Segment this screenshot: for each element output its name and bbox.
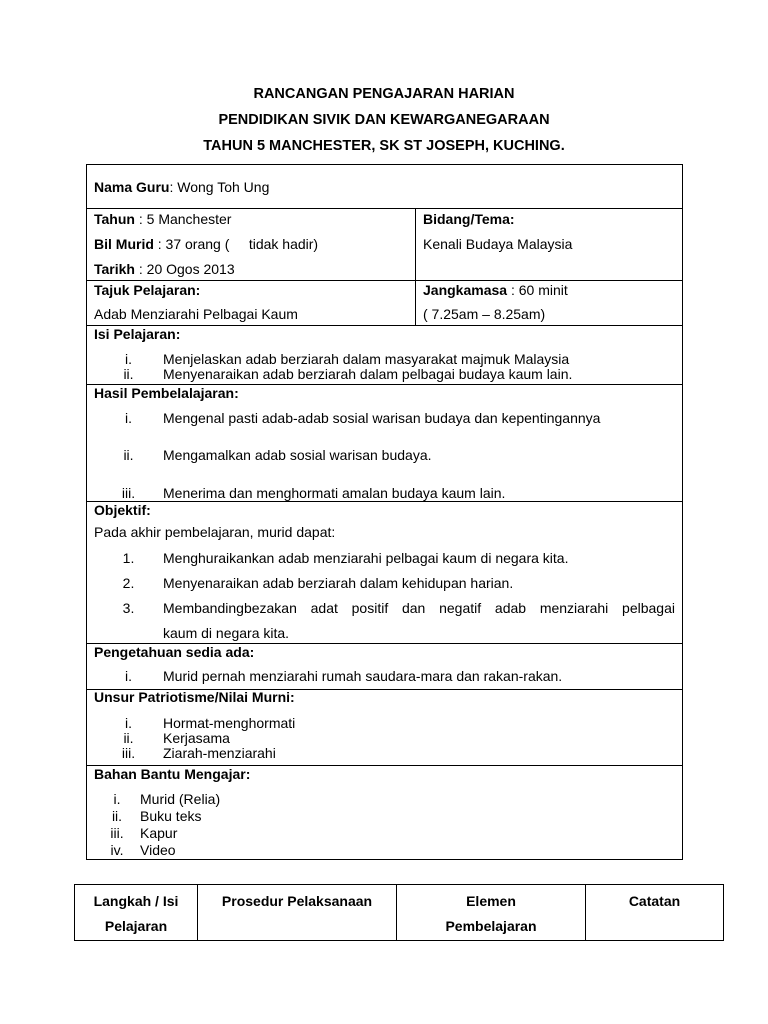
isi-label: Isi Pelajaran: [94,326,181,342]
hasil-cell [87,385,683,502]
list-item: i. Murid (Relia) [113,791,221,807]
objektif-label: Objektif: [94,502,151,518]
doc-subject: PENDIDIKAN SIVIK DAN KEWARGANEGARAAN [218,112,550,128]
list-item: i. Murid pernah menziarahi rumah saudara-mara dan rakan-rakan. [125,668,563,684]
bidang-value: Kenali Budaya Malaysia [423,236,573,252]
guru-label: Nama Guru [94,178,170,195]
tahun-value: : 5 Manchester [134,211,232,227]
pengetahuan-cell [87,644,683,690]
list-item: ii. Mengamalkan adab sosial warisan budaya. [123,447,432,463]
lesson-plan-table [86,164,683,860]
tajuk-value: Adab Menziarahi Pelbagai Kaum [94,306,298,322]
objektif-intro: Pada akhir pembelajaran, murid dapat: [94,524,336,540]
bahan-label: Bahan Bantu Mengajar: [94,766,251,782]
jangkamasa-cell [416,281,683,326]
doc-title: RANCANGAN PENGAJARAN HARIAN [253,86,515,102]
list-item: i. Mengenal pasti adab-adab sosial warisan budaya dan kepentingannya [125,410,601,426]
list-item-continued: kaum di negara kita. [163,625,290,641]
unsur-cell [87,690,683,766]
header-elemen: Elemen Pembelajaran [397,885,586,941]
list-item: ii. Buku teks [111,808,202,824]
list-item: ii. Menyenaraikan adab berziarah dalam pelbagai budaya kaum lain. [123,366,573,382]
bidang-label: Bidang/Tema: [423,211,515,227]
jangkamasa-time: ( 7.25am – 8.25am) [423,306,546,322]
isi-cell [87,326,683,385]
bidang-cell [416,209,683,281]
bil-murid-value: : 37 orang ( tidak hadir) [153,236,319,252]
list-item: iii. Ziarah-menziarahi [121,745,276,761]
tajuk-label: Tajuk Pelajaran: [94,282,201,298]
list-item: iii. Menerima dan menghormati amalan budaya kaum lain. [121,485,506,501]
list-item: ii. Kerjasama [123,730,230,746]
procedure-table [74,884,724,941]
header-langkah: Langkah / Isi Pelajaran [75,885,198,941]
list-item: i. Menjelaskan adab berziarah dalam masyarakat majmuk Malaysia [125,351,570,367]
list-item: 1. Menghuraikankan adab menziarahi pelbagai kaum di negara kita. [122,550,569,566]
list-item: iv. Video [110,842,176,858]
objektif-cell [87,502,683,644]
bahan-cell [87,766,683,860]
tarikh-label: Tarikh [94,261,135,277]
hasil-label: Hasil Pembelalajaran: [94,385,239,401]
jangkamasa-value: : 60 minit [507,282,568,298]
unsur-label: Unsur Patriotisme/Nilai Murni: [94,689,295,705]
header-prosedur: Prosedur Pelaksanaan [198,885,397,941]
tarikh-value: : 20 Ogos 2013 [134,261,235,277]
guru-cell [87,165,683,209]
pengetahuan-label: Pengetahuan sedia ada: [94,644,255,660]
bil-murid-label: Bil Murid [94,236,154,252]
jangkamasa-label: Jangkamasa [423,282,508,298]
list-item: 3. Membandingbezakan adat positif dan negatif adab menziarahi pelbagai [122,600,675,616]
list-item: iii. Kapur [110,825,178,841]
tajuk-cell [87,281,416,326]
list-item: i. Hormat-menghormati [125,715,296,731]
doc-class: TAHUN 5 MANCHESTER, SK ST JOSEPH, KUCHING. [203,138,565,154]
list-item: 2. Menyenaraikan adab berziarah dalam kehidupan harian. [122,575,514,591]
header-catatan: Catatan [586,885,724,941]
class-info-cell [87,209,416,281]
guru-value: : Wong Toh Ung [169,178,270,195]
tahun-label: Tahun [94,211,135,227]
